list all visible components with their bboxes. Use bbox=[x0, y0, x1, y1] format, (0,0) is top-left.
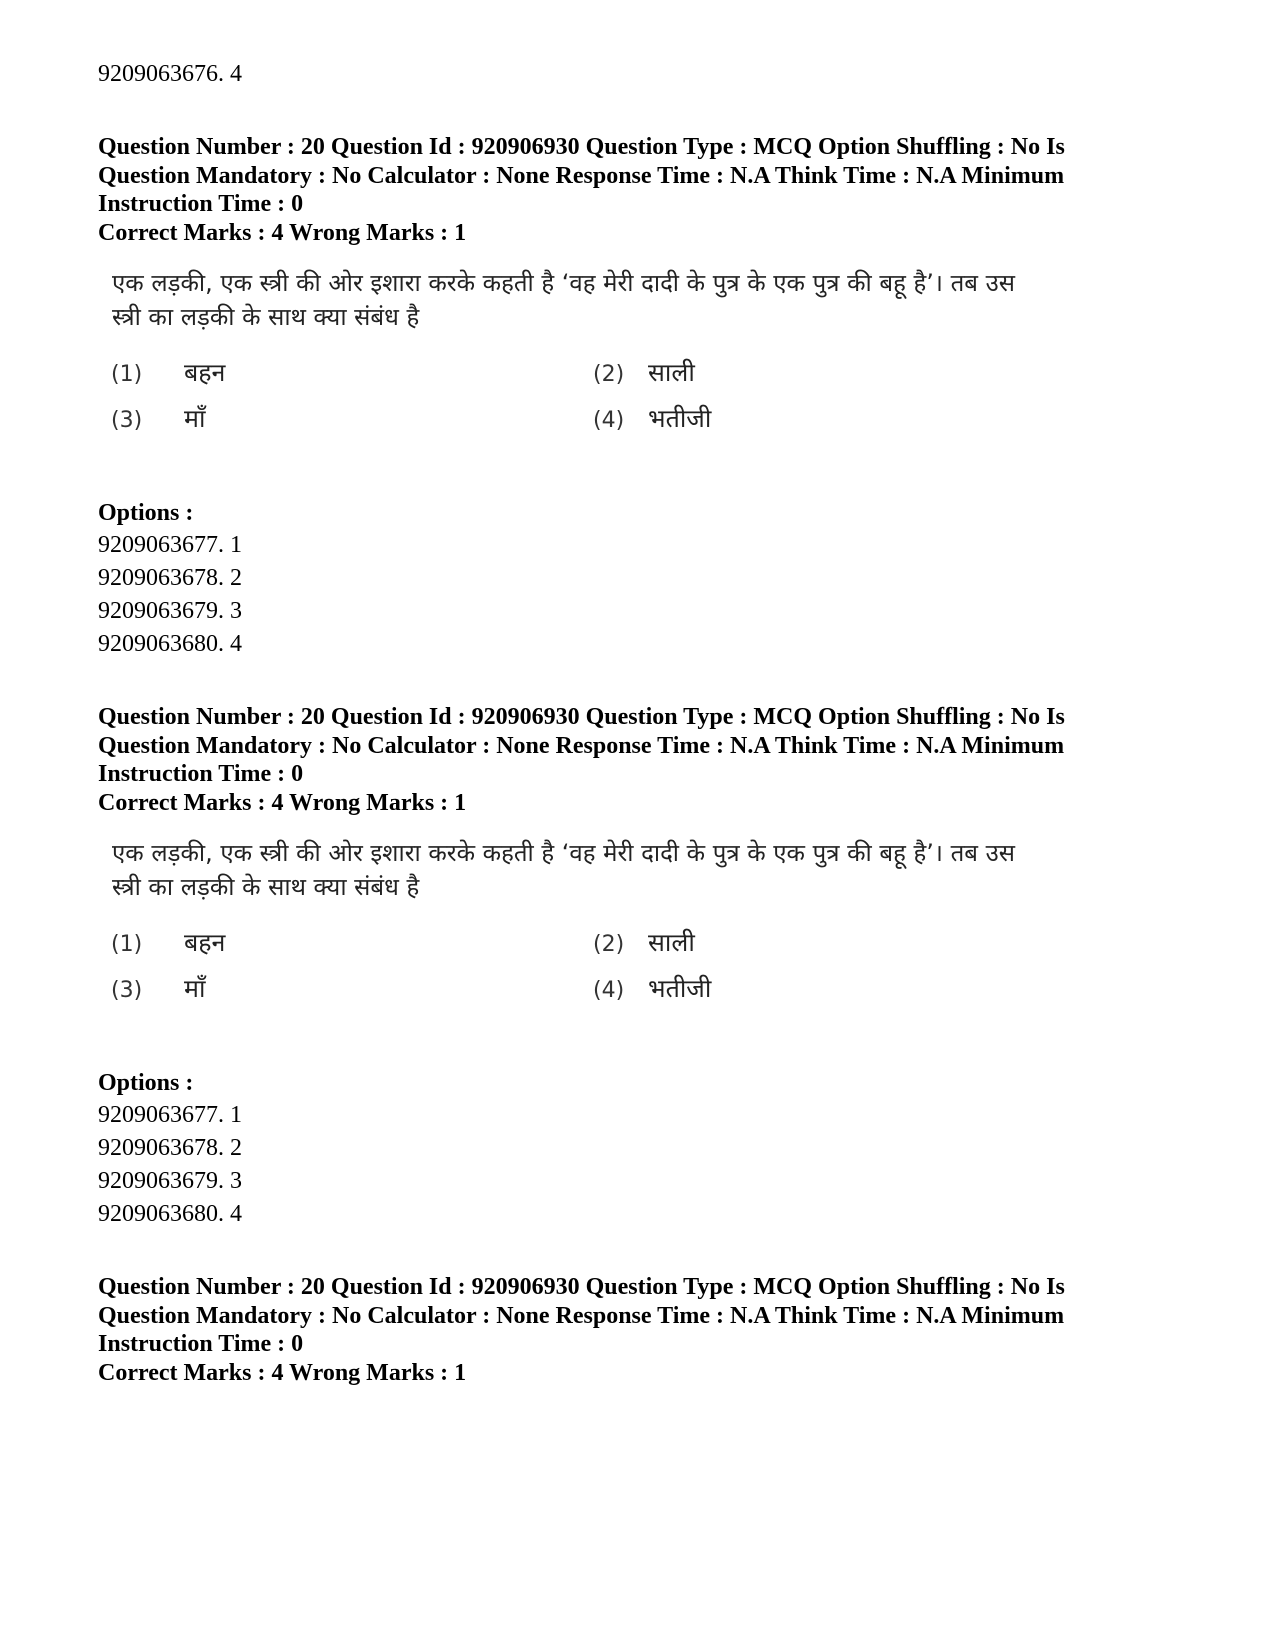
question-meta: Question Number : 20 Question Id : 920906930 Question Type : MCQ Option Shuffling : No Is Question Mandatory : No Calculator : None Response Time : N.A Think Time : N.A Minimum Instruction Time : 0 bbox=[98, 704, 1065, 787]
choice-text: भतीजी bbox=[648, 974, 712, 1003]
question-text-line2: स्त्री का लड़की के साथ क्या संबंध है bbox=[112, 303, 420, 331]
choice-number: (1) bbox=[111, 932, 143, 957]
options-label: Options : bbox=[98, 500, 194, 526]
choice-text: बहन bbox=[184, 928, 226, 957]
option-item: 9209063680. 4 bbox=[98, 631, 242, 657]
choice-text: साली bbox=[648, 928, 695, 957]
question-marks: Correct Marks : 4 Wrong Marks : 1 bbox=[98, 220, 467, 246]
question-text-line2: स्त्री का लड़की के साथ क्या संबंध है bbox=[112, 873, 420, 901]
option-item: 9209063678. 2 bbox=[98, 565, 242, 591]
option-item: 9209063678. 2 bbox=[98, 1135, 242, 1161]
choice-number: (1) bbox=[111, 362, 143, 387]
answer-option-line: 9209063676. 4 bbox=[98, 61, 242, 87]
option-item: 9209063679. 3 bbox=[98, 598, 242, 624]
choice-text: बहन bbox=[184, 358, 226, 387]
question-meta: Question Number : 20 Question Id : 920906930 Question Type : MCQ Option Shuffling : No Is Question Mandatory : No Calculator : None Response Time : N.A Think Time : N.A Minimum Instruction Time : 0 bbox=[98, 1274, 1065, 1357]
question-marks: Correct Marks : 4 Wrong Marks : 1 bbox=[98, 790, 467, 816]
options-label: Options : bbox=[98, 1070, 194, 1096]
choice-text: साली bbox=[648, 358, 695, 387]
choice-text: माँ bbox=[184, 974, 206, 1003]
choice-number: (4) bbox=[593, 408, 625, 433]
choice-number: (2) bbox=[593, 362, 625, 387]
choice-number: (2) bbox=[593, 932, 625, 957]
question-marks: Correct Marks : 4 Wrong Marks : 1 bbox=[98, 1360, 467, 1386]
choice-number: (3) bbox=[111, 978, 143, 1003]
choice-text: भतीजी bbox=[648, 404, 712, 433]
option-item: 9209063677. 1 bbox=[98, 532, 242, 558]
choice-number: (4) bbox=[593, 978, 625, 1003]
question-text-line1: एक लड़की, एक स्त्री की ओर इशारा करके कहती है ‘वह मेरी दादी के पुत्र के एक पुत्र की बहू है’। तब उस bbox=[112, 839, 1015, 867]
option-item: 9209063680. 4 bbox=[98, 1201, 242, 1227]
choice-number: (3) bbox=[111, 408, 143, 433]
question-text-line1: एक लड़की, एक स्त्री की ओर इशारा करके कहती है ‘वह मेरी दादी के पुत्र के एक पुत्र की बहू है’। तब उस bbox=[112, 269, 1015, 297]
choice-text: माँ bbox=[184, 404, 206, 433]
option-item: 9209063677. 1 bbox=[98, 1102, 242, 1128]
option-item: 9209063679. 3 bbox=[98, 1168, 242, 1194]
question-meta: Question Number : 20 Question Id : 920906930 Question Type : MCQ Option Shuffling : No Is Question Mandatory : No Calculator : None Response Time : N.A Think Time : N.A Minimum Instruction Time : 0 bbox=[98, 134, 1065, 217]
